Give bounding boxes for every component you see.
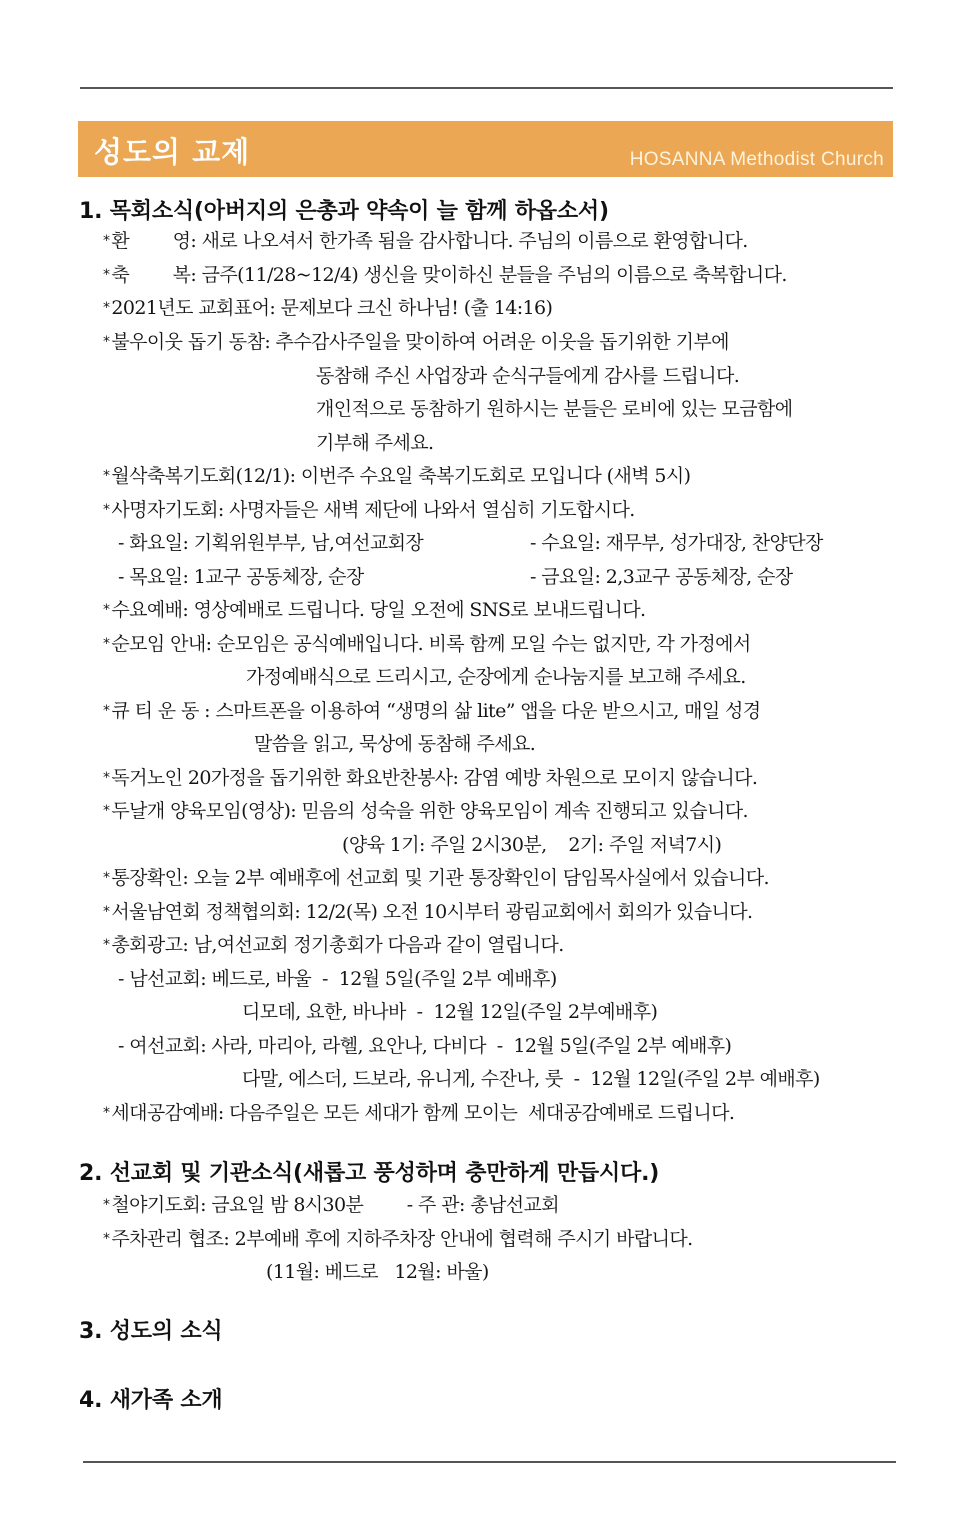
bullet-icon: * [103,904,110,920]
bullet-icon: * [103,1105,110,1121]
bullet-icon: * [103,1197,110,1213]
schedule-friday: - 금요일: 2,3교구 공동체장, 순장 [530,566,793,588]
notice-welcome: * 환 영: 새로 나오셔서 한가족 됨을 감사합니다. 주님의 이름으로 환영합니다. [103,230,748,252]
bullet-icon: * [103,1231,110,1247]
notice-qt-movement: * 큐 티 운 동 : 스마트폰을 이용하여 “생명의 삶 lite” 앱을 다운 받으시고, 매일 성경 [103,700,761,722]
bullet-icon: * [103,703,110,719]
assembly-womens-1: - 여선교회: 사라, 마리아, 라헬, 요안나, 다비다 - 12월 5일(주일 2부 예배후) [118,1035,732,1057]
assembly-womens-2: 다말, 에스더, 드보라, 유니게, 수잔나, 룻 - 12월 12일(주일 2부 예배후) [242,1068,820,1090]
section-heading-4: 4. 새가족 소개 [79,1388,223,1413]
notice-wednesday-service: * 수요예배: 영상예배로 드립니다. 당일 오전에 SNS로 보내드립니다. [103,599,646,621]
notice-charity: * 불우이웃 돕기 동참: 추수감사주일을 맞이하여 어려운 이웃을 돕기위한 기부에 [103,331,729,353]
bullet-icon: * [103,267,110,283]
top-divider [80,87,893,89]
assembly-mens-1: - 남선교회: 베드로, 바울 - 12월 5일(주일 2부 예배후) [118,968,557,990]
bullet-icon: * [103,803,110,819]
notice-discipleship: * 두날개 양육모임(영상): 믿음의 성숙을 위한 양육모임이 계속 진행되고 있습니다. [103,800,748,822]
section-banner [78,121,893,177]
bullet-icon: * [103,300,110,316]
bullet-icon: * [103,937,110,953]
notice-motto: * 2021년도 교회표어: 문제보다 크신 하나님! (출 14:16) [103,297,553,319]
schedule-wednesday: - 수요일: 재무부, 성가대장, 찬양단장 [530,532,823,554]
notice-cell-meeting-cont: 가정예배식으로 드리시고, 순장에게 순나눔지를 보고해 주세요. [246,666,746,688]
notice-discipleship-times: (양육 1기: 주일 2시30분, 2기: 주일 저녁7시) [342,834,722,856]
bullet-icon: * [103,636,110,652]
bullet-icon: * [103,233,110,249]
section-heading-3: 3. 성도의 소식 [79,1319,223,1344]
bullet-icon: * [103,502,110,518]
bullet-icon: * [103,468,110,484]
bottom-divider [83,1461,896,1463]
bullet-icon: * [103,602,110,618]
bullet-icon: * [103,870,110,886]
notice-parking: * 주차관리 협조: 2부예배 후에 지하주차장 안내에 협력해 주시기 바랍니다. [103,1228,693,1250]
notice-intergenerational-service: * 세대공감예배: 다음주일은 모든 세대가 함께 모이는 세대공감예배로 드립니다. [103,1102,735,1124]
notice-account-check: * 통장확인: 오늘 2부 예배후에 선교회 및 기관 통장확인이 담임목사실에서 있습니다. [103,867,769,889]
bullet-icon: * [103,770,110,786]
notice-general-assembly: * 총회광고: 남,여선교회 정기총회가 다음과 같이 열립니다. [103,934,564,956]
notice-cell-meeting: * 순모임 안내: 순모임은 공식예배입니다. 비록 함께 모일 수는 없지만, 각 가정에서 [103,633,751,655]
notice-blessing: * 축 복: 금주(11/28~12/4) 생신을 맞이하신 분들을 주님의 이름으로 축복합니다. [103,264,787,286]
notice-monthly-prayer: * 월삭축복기도회(12/1): 이번주 수요일 축복기도회로 모입니다 (새벽 5시) [103,465,691,487]
schedule-tuesday: - 화요일: 기획위원부부, 남,여선교회장 [118,532,424,554]
notice-qt-movement-cont: 말씀을 읽고, 묵상에 동참해 주세요. [254,733,536,755]
bullet-icon: * [103,334,110,350]
notice-parking-schedule: (11월: 베드로 12월: 바울) [266,1261,489,1283]
assembly-mens-2: 디모데, 요한, 바나바 - 12월 12일(주일 2부예배후) [242,1001,658,1023]
banner-title: 성도의 교제 [94,135,251,169]
notice-overnight-prayer: * 철야기도회: 금요일 밤 8시30분 - 주 관: 총남선교회 [103,1194,560,1216]
notice-side-dish-service: * 독거노인 20가정을 돕기위한 화요반찬봉사: 감염 예방 차원으로 모이지 않습니다. [103,767,758,789]
notice-mission-prayer: * 사명자기도회: 사명자들은 새벽 제단에 나와서 열심히 기도합시다. [103,499,635,521]
notice-policy-council: * 서울남연회 정책협의회: 12/2(목) 오전 10시부터 광림교회에서 회의가 있습니다. [103,901,753,923]
notice-charity-cont-1: 동참해 주신 사업장과 순식구들에게 감사를 드립니다. [316,365,740,387]
notice-charity-cont-2: 개인적으로 동참하기 원하시는 분들은 로비에 있는 모금함에 [316,398,793,420]
section-heading-1: 1. 목회소식(아버지의 은총과 약속이 늘 함께 하옵소서) [79,199,609,224]
notice-charity-cont-3: 기부해 주세요. [316,432,434,454]
section-heading-2: 2. 선교회 및 기관소식(새롭고 풍성하며 충만하게 만듭시다.) [79,1161,660,1186]
banner-subtitle: HOSANNA Methodist Church [629,149,884,170]
schedule-thursday: - 목요일: 1교구 공동체장, 순장 [118,566,364,588]
